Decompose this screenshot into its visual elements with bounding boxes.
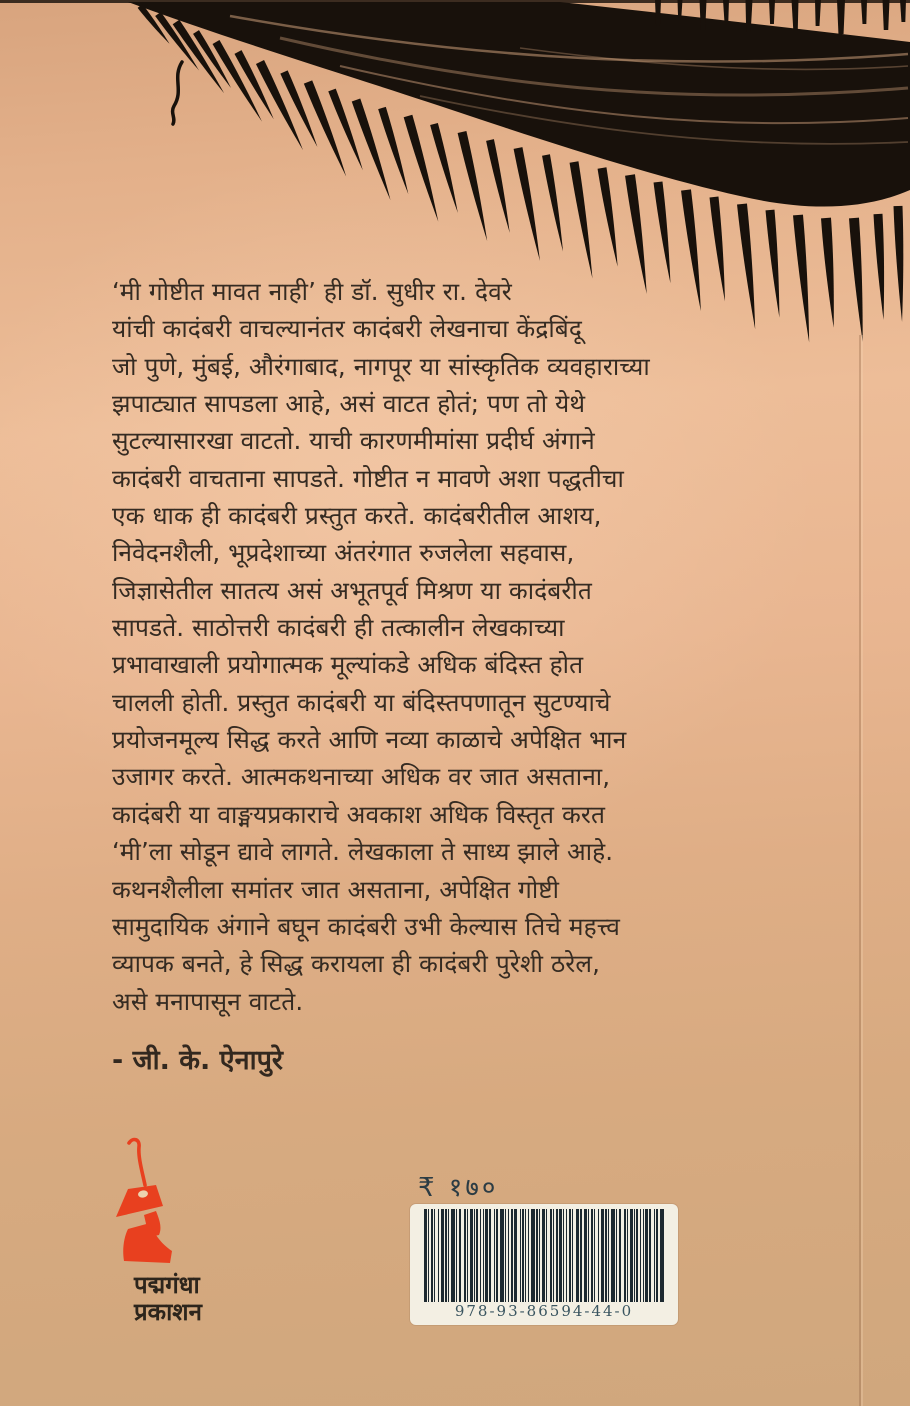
publisher-name — [134, 1272, 202, 1326]
isbn-text: 978-93-86594-44-0 — [454, 1302, 634, 1320]
blurb-line: ‘मी’ला सोडून द्यावे लागते. लेखकाला ते साध्य झाले आहे. — [112, 837, 614, 867]
brush-texture-streaks — [230, 16, 908, 144]
publisher-name-line1: पद्मगंधा — [134, 1271, 200, 1299]
publisher-name-line2: प्रकाशन — [134, 1298, 202, 1326]
blurb-line: जिज्ञासेतील सातत्य असं अभूतपूर्व मिश्रण या कादंबरीत — [112, 575, 592, 605]
blurb-line: कथनशैलीला समांतर जात असताना, अपेक्षित गोष्टी — [112, 874, 560, 904]
blurb-line: असे मनापासून वाटते. — [112, 986, 304, 1016]
ink-band — [128, 2, 910, 207]
blurb-line: सापडते. साठोत्तरी कादंबरी ही तत्कालीन लेखकाच्या — [112, 613, 565, 643]
blurb-line: कादंबरी वाचताना सापडते. गोष्टीत न मावणे अशा पद्धतीचा — [112, 463, 624, 493]
publisher-lantern-logo — [106, 1133, 216, 1275]
barcode-panel — [410, 1204, 678, 1325]
blurb-line: सामुदायिक अंगाने बघून कादंबरी उभी केल्यास तिचे महत्त्व — [112, 911, 620, 941]
cover-top-edge — [0, 0, 910, 3]
blurb-line: व्यापक बनते, हे सिद्ध करायला ही कादंबरी पुरेशी ठरेल, — [112, 949, 601, 979]
blurb-line: चालली होती. प्रस्तुत कादंबरी या बंदिस्तपणातून सुटण्याचे — [112, 687, 611, 717]
logo-foot — [123, 1223, 172, 1263]
blurb-line: प्रभावाखाली प्रयोगात्मक मूल्यांकडे अधिक बंदिस्त होत — [112, 650, 584, 680]
blurb-text — [112, 273, 852, 1020]
blurb-line: झपाट्यात सापडला आहे, असं वाटत होतं; पण तो येथे — [112, 389, 586, 419]
standing-stroke-figures — [655, 0, 906, 34]
blurb-line: ‘मी गोष्टीत मावत नाही’ ही डॉ. सुधीर रा. देवरे — [112, 277, 512, 306]
barcode-bars — [424, 1209, 664, 1302]
blurb-line: यांची कादंबरी वाचल्यानंतर कादंबरी लेखनाचा केंद्रबिंदू — [112, 314, 582, 344]
reviewer-name: - जी. के. ऐनापुरे — [112, 1045, 283, 1076]
blurb-line: एक धाक ही कादंबरी प्रस्तुत करते. कादंबरीतील आशय, — [112, 501, 602, 531]
blurb-line: प्रयोजनमूल्य सिद्ध करते आणि नव्या काळाचे अपेक्षित भान — [112, 725, 627, 755]
cover-crease-highlight — [861, 335, 863, 1406]
blurb-line: जो पुणे, मुंबई, औरंगाबाद, नागपूर या सांस्कृतिक व्यवहाराच्या — [112, 351, 650, 381]
ink-squiggle — [173, 62, 182, 124]
blurb-line: निवेदनशैली, भूप्रदेशाच्या अंतरंगात रुजलेला सहवास, — [112, 538, 575, 568]
logo-hook — [129, 1140, 145, 1185]
blurb-line: सुटल्यासारखा वाटतो. याची कारणमीमांसा प्रदीर्घ अंगाने — [112, 426, 595, 456]
blurb-line: उजागर करते. आत्मकथनाच्या अधिक वर जात असताना, — [112, 762, 611, 792]
price-label: ₹ १७० — [418, 1173, 499, 1203]
blurb-line: कादंबरी या वाङ्मयप्रकाराचे अवकाश अधिक विस्तृत करत — [112, 799, 606, 829]
